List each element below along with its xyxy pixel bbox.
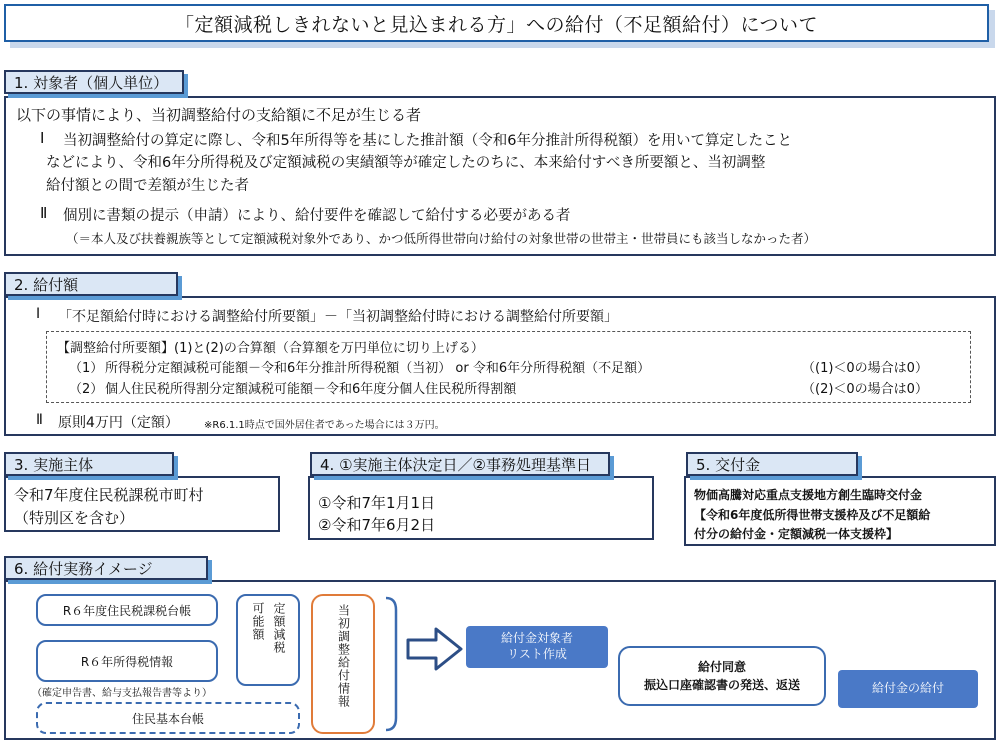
sec4-line2: ②令和7年6月2日 — [318, 516, 436, 534]
section-6-header: 6. 給付実務イメージ — [4, 556, 208, 580]
calc-row2: 個人住民税所得割分定額減税可能額－令和6年度分個人住民税所得割額 — [105, 382, 517, 397]
section-5-header: 5. 交付金 — [686, 452, 858, 476]
calc-row1: 所得税分定額減税可能額－令和6年分推計所得税額（当初） or 令和6年分所得税額（不足額） — [105, 361, 651, 376]
initial-info-box — [311, 594, 375, 734]
sec1-lead: 以下の事情により、当初調整給付の支給額に不足が生じる者 — [16, 106, 422, 124]
income-tax-info-note: （確定申告書、給与支払報告書等より） — [32, 688, 212, 699]
tax-ledger-box: R６年度住民税課税台帳 — [36, 594, 218, 626]
calc-box-title: 【調整給付所要額】(1)と(2)の合算額（合算額を万円単位に切り上げる） — [57, 341, 484, 356]
sec1-item1-line3: 給付額との間で差額が生じた者 — [46, 178, 249, 194]
sec5-line2: 【令和6年度低所得世帯支援枠及び不足額給 — [694, 508, 931, 522]
calc-box — [46, 331, 971, 403]
section-5-body — [684, 476, 996, 546]
sec1-item2-line1: 個別に書類の提示（申請）により、給付要件を確認して給付する必要がある者 — [63, 208, 571, 224]
sec2-item2: 原則4万円（定額） — [58, 415, 179, 431]
calc-row1-num: （1） — [69, 361, 104, 376]
sec4-line1: ①令和7年1月1日 — [318, 494, 436, 512]
section-1-header: 1. 対象者（個人単位） — [4, 70, 184, 94]
section-1-body — [4, 96, 996, 256]
section-3-header: 3. 実施主体 — [4, 452, 174, 476]
section-2-body — [4, 296, 996, 436]
initial-info-text: 当初調整給付情報 — [336, 604, 351, 708]
target-list-box — [466, 626, 608, 668]
calc-row2-cond: （(2)＜0の場合は0） — [802, 382, 928, 397]
payment-box: 給付金の給付 — [838, 670, 978, 708]
reduction-amount-left: 可能額 — [251, 602, 265, 641]
reduction-amount-right: 定額減税 — [272, 602, 286, 654]
sec1-item1-line1: 当初調整給付の算定に際し、令和5年所得等を基にした推計額（令和6年分推計所得税額）を用いて算定したこと — [63, 133, 792, 149]
sec2-item1-num: Ⅰ — [36, 306, 41, 322]
sec5-line3: 付分の給付金・定額減税一体支援枠】 — [694, 527, 899, 541]
section-2-header: 2. 給付額 — [4, 272, 178, 296]
consent-box — [618, 646, 826, 706]
reduction-amount-box — [236, 594, 300, 686]
bracket-shape — [382, 596, 404, 732]
resident-registry-box: 住民基本台帳 — [36, 702, 300, 734]
section-4-body — [308, 476, 654, 540]
consent-line1: 給付同意 — [697, 660, 746, 674]
sec1-item2-note: （＝本人及び扶養親族等として定額減税対象外であり、かつ低所得世帯向け給付の対象世帯の世帯主・世帯員にも該当しなかった者） — [66, 231, 817, 246]
sec1-item2-num: Ⅱ — [40, 204, 48, 222]
sec5-line1: 物価高騰対応重点支援地方創生臨時交付金 — [694, 488, 923, 502]
flow-arrow-icon — [406, 626, 464, 672]
sec1-item1-line2: などにより、令和6年分所得税及び定額減税の実績額等が確定したのちに、本来給付すべき所要額と、当初調整 — [46, 155, 766, 171]
sec1-item1-num: Ⅰ — [40, 129, 45, 147]
calc-row2-num: （2） — [69, 382, 104, 397]
sec3-line2: （特別区を含む） — [14, 509, 135, 527]
sec3-line1: 令和7年度住民税課税市町村 — [14, 486, 204, 504]
section-3-body — [4, 476, 280, 532]
sec2-item2-num: Ⅱ — [36, 412, 43, 428]
section-4-header: 4. ①実施主体決定日／②事務処理基準日 — [310, 452, 610, 476]
target-list-line1: 給付金対象者 — [500, 631, 573, 646]
target-list-line2: リスト作成 — [507, 647, 567, 661]
sec2-item1: 「不足額給付時における調整給付所要額」－「当初調整給付時における調整給付所要額」 — [58, 309, 618, 325]
calc-row1-cond: （(1)＜0の場合は0） — [802, 361, 928, 376]
section-6-body — [4, 580, 996, 740]
sec2-item2-note: ※R6.1.1時点で国外居住者であった場合には３万円。 — [204, 420, 445, 431]
page-title: 「定額減税しきれないと見込まれる方」への給付（不足額給付）について — [4, 4, 989, 42]
income-tax-info-box: R６年所得税情報 — [36, 640, 218, 682]
consent-line2: 振込口座確認書の発送、返送 — [643, 678, 800, 692]
